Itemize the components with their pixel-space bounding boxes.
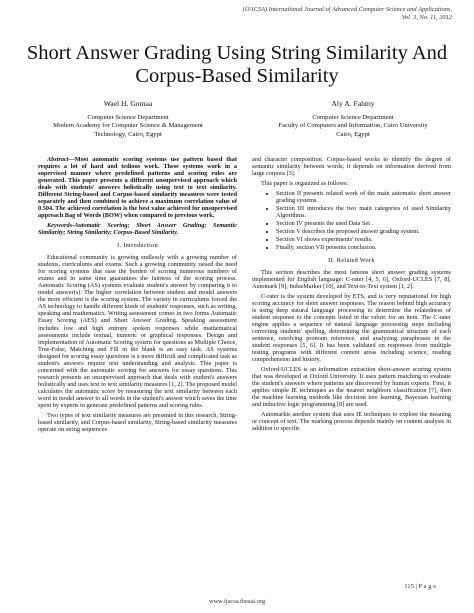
page-number: 115 | P a g e xyxy=(404,583,436,590)
author-2-name: Aly A. Fahmy xyxy=(331,99,375,108)
related-paragraph-3: Oxford-UCLES is an information extraction short-answer scoring system that was developed at Oxford University. It uses pattern matching to evaluate the student's answers where patterns are discovered by human experts. First, it applies simple IE techniques as the nearest neighbors classification [7], then the machine learning methods like decision tree learning, Bayesian learning and inductive logic programming [8] are used. xyxy=(252,365,451,408)
list-item: • Section VI shows experiments' results. xyxy=(276,236,451,243)
right-column xyxy=(252,156,451,434)
keywords: Keywords-Automatic Scoring; Short Answer Grading; Semantic Similarity; String Similarity; Corpus-Based Similarity. xyxy=(38,221,237,236)
running-header xyxy=(172,6,452,22)
list-item: • Section IV presents the used Data Set . xyxy=(276,220,451,227)
list-item: • Section II presents related work of the main automatic short answer grading systems. xyxy=(276,190,451,204)
section-heading-introduction: I. Introduction xyxy=(117,242,158,250)
journal-line-2: Vol. 3, No. 11, 2012 xyxy=(401,14,452,21)
section-list xyxy=(252,190,451,251)
related-paragraph-2: C-rater is the system developed by ETS, and is very reputational for high scoring accuracy for short answer responses. The reason behind high accuracy is using deep natural language processing to determine the relatedness of student response to the concepts listed in the rubric for an item. The C-rater engine applies a sequence of natural language processing steps including correcting students' spelling, determining the grammatical structure of each sentence, resolving pronoun reference, and analyzing paraphrases in the student responses [5, 6]. It has been validated on responses from multiple testing programs with different content areas including science, reading comprehension and history. xyxy=(252,292,451,364)
list-item: • Section III introduces the two main categories of used Similarity Algorithms. xyxy=(276,205,451,219)
author-1-name: Wael H. Gomaa xyxy=(103,99,153,108)
journal-line-1: (IJACSA) International Journal of Advanced Computer Science and Applications, xyxy=(242,6,452,13)
author-2 xyxy=(258,100,448,139)
intro-paragraph-2: Two types of text similarity measures are presented in this research, String-based similarity, and Corpus-based similarity, String-based similarity measures operate on string sequences xyxy=(38,411,237,433)
section-heading-related-work: II. Related Work xyxy=(328,257,375,265)
title-line-1: Short Answer Grading Using String Similarity And xyxy=(26,42,448,64)
paper-title xyxy=(20,42,454,88)
author-2-org-line-2: Cairo, Egypt xyxy=(336,130,370,138)
abstract-text: —Most automatic scoring systems use pattern based that requires a lot of hard and tedious work. These systems work in a supervised manner where predefined patterns and scoring rules are generated. This paper presents a different unsupervised approach which deals with students' answers holistically using text to text similarity. Different String-based and Corpus-based similarity measures were tested separately and then combined to achieve a maximum correlation value of 0.504. The achieved correlation is the best value achieved for unsupervised approach Bag of Words (BOW) when compared to previous work. xyxy=(38,156,237,220)
right-paragraph-1: and character composition. Corpus-based works to identify the degree of semantic similarity between words; it depends on information derived from large corpora [3]. xyxy=(252,156,451,178)
title-line-2: Corpus-Based Similarity xyxy=(135,65,339,87)
abstract-lead: Abstract xyxy=(47,156,69,163)
footer-url: www.ijacsa.thesai.org xyxy=(208,598,266,605)
abstract xyxy=(38,156,237,219)
author-block xyxy=(0,100,474,160)
author-1-dept: Computer Science Department xyxy=(87,113,169,121)
author-1-org-line-1: Modern Academy for Computer Science & Management xyxy=(53,122,203,130)
related-paragraph-1: This section describes the most famous short answer grading systems implemented for English language: C-rater [4, 5, 6], Oxford-UCLES [7, 8], Automark [9], IndusMarker [10], and Text-to-Text system [1, 2]. xyxy=(252,269,451,291)
left-column xyxy=(38,156,237,435)
author-2-org-line-1: Faculty of Computers and Information, Cairo University xyxy=(278,122,428,130)
list-item: • Finally, section VII presents conclusion. xyxy=(276,244,451,251)
related-paragraph-4: Automarkis another system that uses IE techniques to explore the meaning or concept of text. The marking process depends mainly on content analysis in addition to specific xyxy=(252,410,451,432)
author-1 xyxy=(38,100,218,139)
intro-paragraph-1: Educational community is growing endlessly with a growing number of students, curriculums and exams. Such a growing community raised the need for scoring systems that ease the burden of scoring numerous numbers of exams and in same time guarantees the fairness of the scoring process. Automatic Scoring (AS) systems evaluate student's answer by comparing it to model answer(s). The higher correlation between student and model answers the more efficient is the scoring system. The variety in curriculums forced the AS technology to handle different kinds of students' responses, such as writing, speaking and mathematics. Writing assessment comes in two forms Automatic Essay Scoring (AES) and Short Answer Grading. Speaking assessment includes low and high entropy spoken responses while mathematical assessments include textual, numeric or graphical responses. Design and implementation of Automatic Scoring system for questions as Multiple Choice, True-False, Matching and Fill in the blank is an easy task. AS systems designed for scoring essay questions is a more difficult and complicated task as student's answers require text understanding and analysis. This paper is concerned with the automatic scoring for answers for essay questions. This research presents an unsupervised approach that deals with student's answers holistically and uses text to text similarity measures [1, 2]. The proposed model calculates the automatic score by measuring the text similarity between each word in model answer to all words in the student's answer which saves the time spent by experts to generate predefined patterns and scoring rules. xyxy=(38,254,237,410)
organization-intro: This paper is organized as follows: xyxy=(261,179,349,187)
author-1-org-line-2: Technology, Cairo, Egypt xyxy=(94,130,162,138)
author-2-dept: Computer Science Department xyxy=(312,113,394,121)
list-item: • Section V describes the proposed answer grading system. xyxy=(276,228,451,235)
